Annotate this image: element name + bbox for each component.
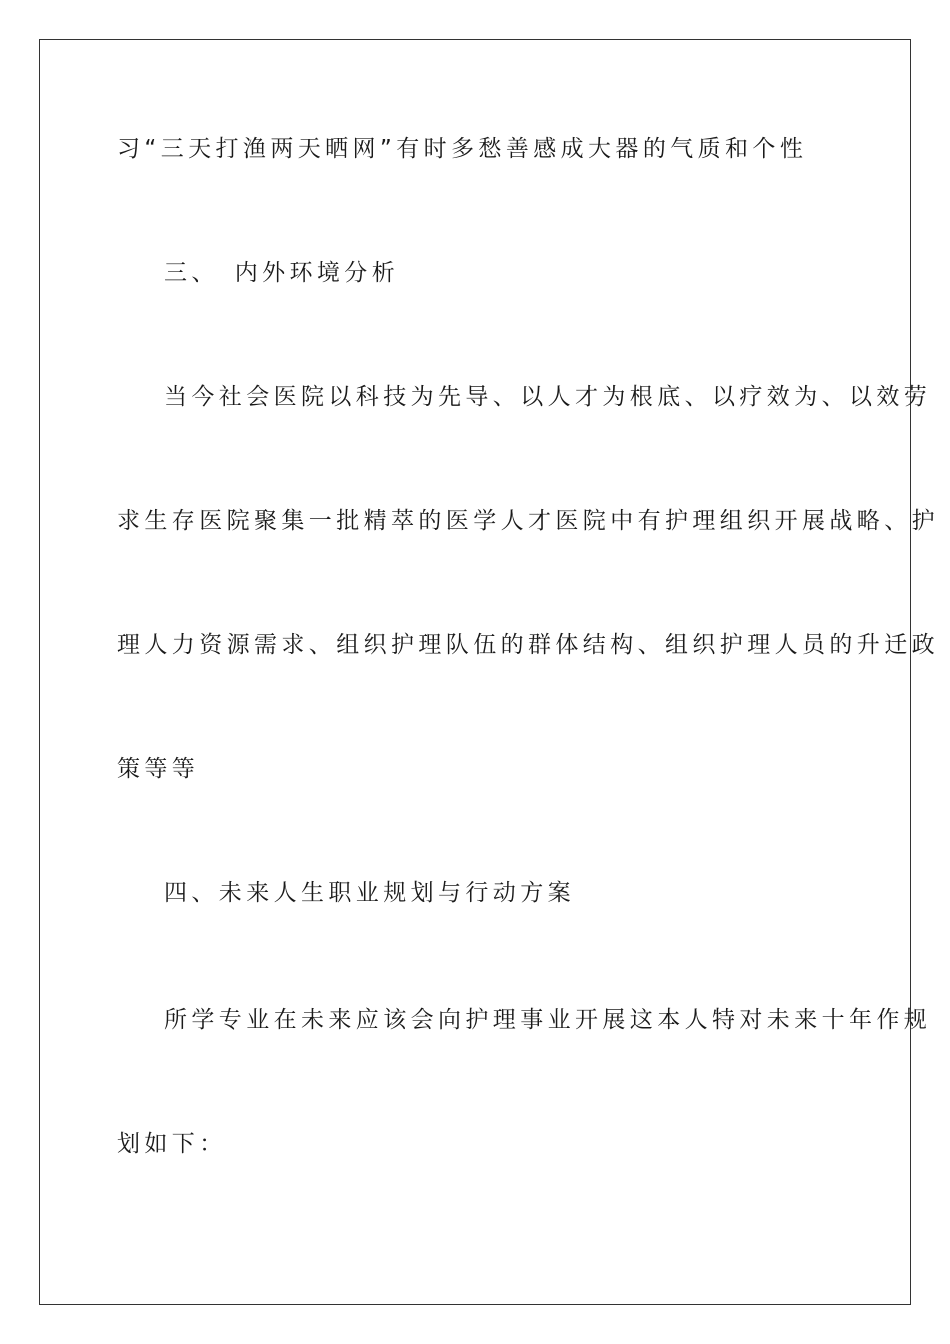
paragraph-line: 划如下： — [117, 1131, 227, 1157]
section-heading: 三、 内外环境分析 — [164, 260, 400, 286]
paragraph-line: 策等等 — [117, 756, 200, 782]
paragraph-line: 习“三天打渔两天晒网”有时多愁善感成大器的气质和个性 — [117, 136, 808, 162]
paragraph-line: 求生存医院聚集一批精萃的医学人才医院中有护理组织开展战略、护 — [117, 508, 939, 534]
page-border — [39, 39, 911, 1305]
paragraph-line: 当今社会医院以科技为先导、以人才为根底、以疗效为、以效劳 — [164, 384, 932, 410]
paragraph-line: 理人力资源需求、组织护理队伍的群体结构、组织护理人员的升迁政 — [117, 632, 939, 658]
paragraph-line: 所学专业在未来应该会向护理事业开展这本人特对未来十年作规 — [164, 1007, 932, 1033]
section-heading: 四、未来人生职业规划与行动方案 — [164, 880, 575, 906]
